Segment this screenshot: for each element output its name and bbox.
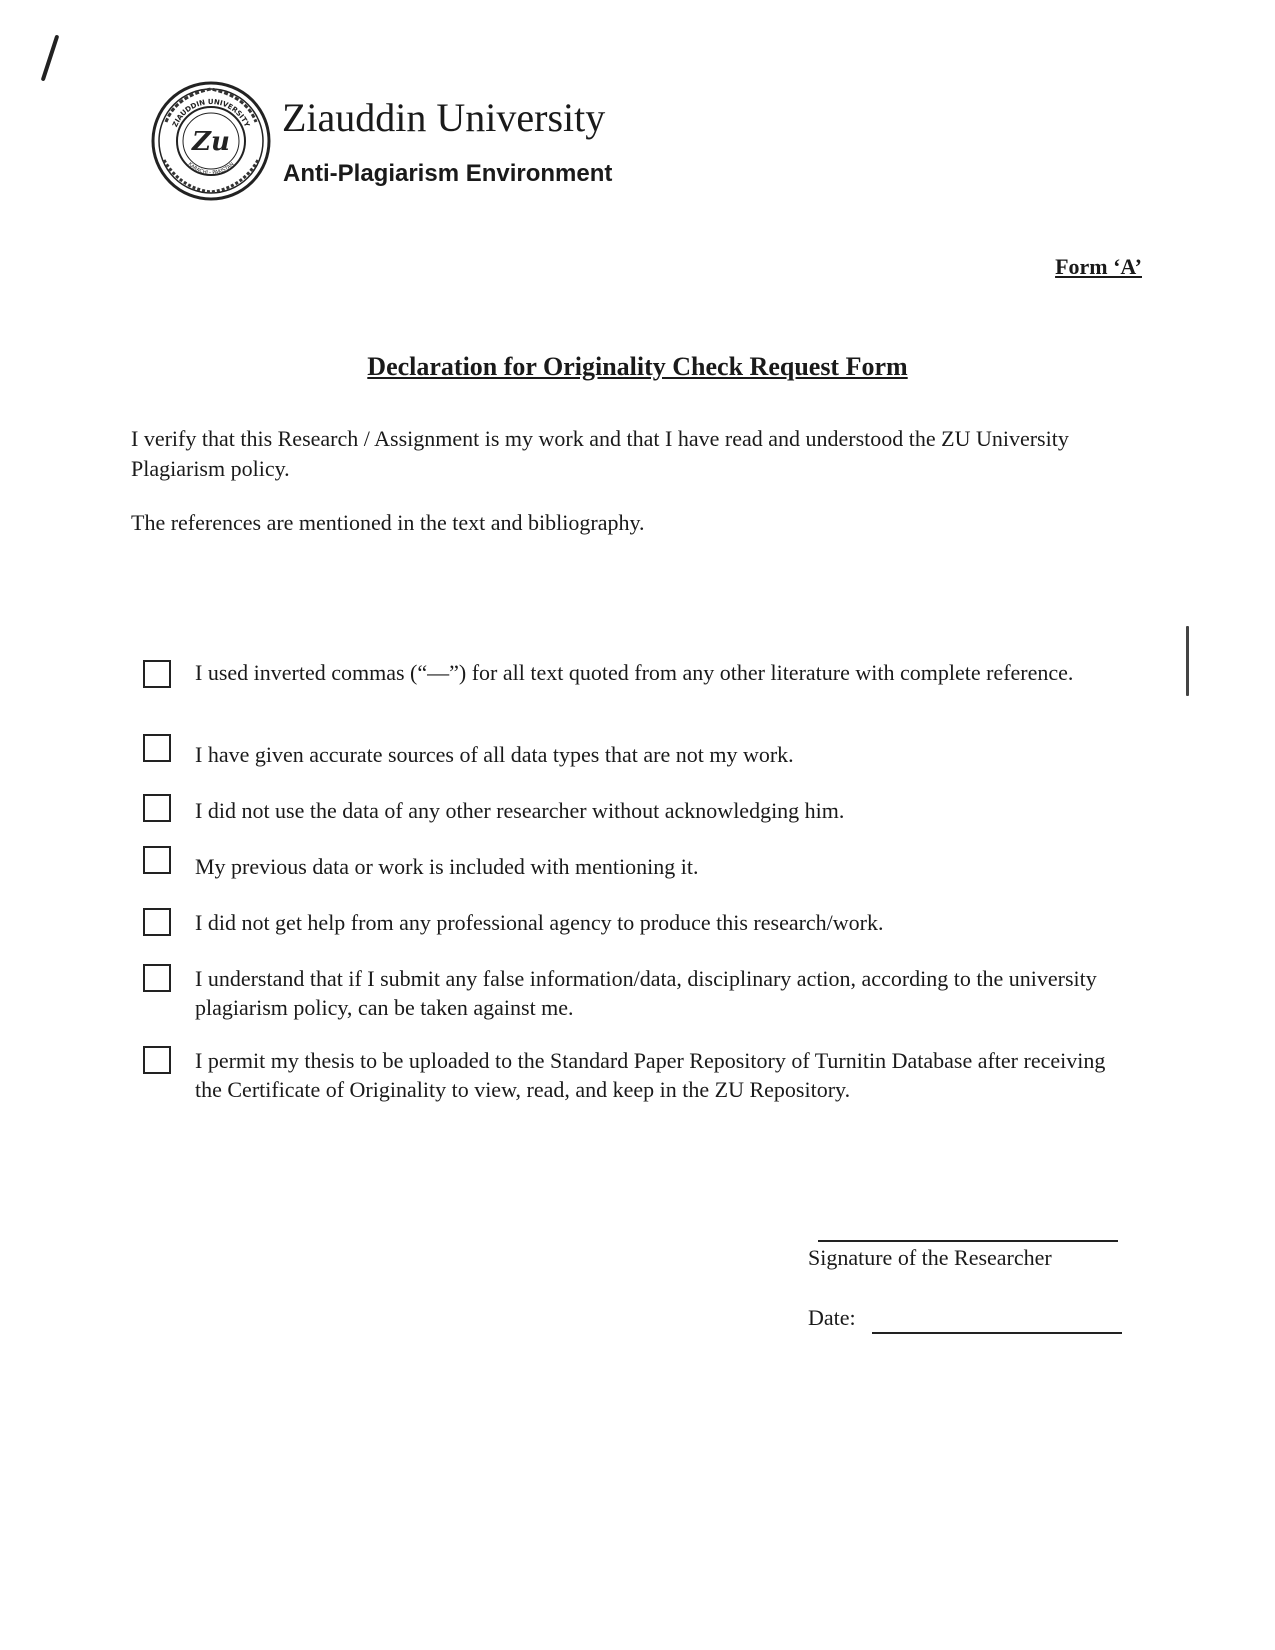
verification-statement: I verify that this Research / Assignment is my work and that I have read and understood the ZU University Plagiarism policy. [131, 426, 1069, 481]
checklist-item [143, 658, 1123, 740]
signature-label: Signature of the Researcher [808, 1245, 1052, 1270]
declaration-checklist [143, 658, 1123, 1128]
checkbox[interactable] [143, 908, 171, 936]
university-name: Ziauddin University [282, 95, 606, 140]
svg-text:ZIAUDDIN UNIVERSITY [171, 98, 251, 129]
checklist-item [143, 852, 1123, 908]
checkbox[interactable] [143, 794, 171, 822]
form-label: Form ‘A’ [1055, 254, 1142, 279]
seal-text-top: ZIAUDDIN UNIVERSITY [171, 97, 251, 129]
signature-line[interactable] [818, 1240, 1118, 1242]
date-label: Date: [808, 1305, 856, 1330]
checklist-item [143, 964, 1123, 1046]
checkbox[interactable] [143, 964, 171, 992]
pen-stroke-mark [41, 35, 60, 82]
checklist-item [143, 796, 1123, 852]
checklist-item [143, 740, 1123, 796]
seal-monogram: Zu [192, 127, 230, 157]
references-note: The references are mentioned in the text and bibliography. [131, 510, 645, 535]
checklist-item [143, 908, 1123, 964]
checklist-item-text: I have given accurate sources of all data types that are not my work. [195, 742, 794, 767]
university-seal-logo [150, 80, 272, 202]
department-subtitle: Anti-Plagiarism Environment [283, 160, 613, 187]
checkbox[interactable] [143, 846, 171, 874]
checklist-item-text: I did not use the data of any other researcher without acknowledging him. [195, 798, 845, 823]
seal-text-bottom: KARACHI - PAKISTAN [186, 161, 236, 177]
checklist-item-text: I did not get help from any professional agency to produce this research/work. [195, 910, 884, 935]
checklist-item-text: I permit my thesis to be uploaded to the Standard Paper Repository of Turnitin Database after receiving the Certificate of Originality to view, read, and keep in the ZU Repository. [195, 1048, 1106, 1102]
checklist-item-text: My previous data or work is included with mentioning it. [195, 854, 699, 879]
date-line[interactable] [872, 1332, 1122, 1334]
checkbox[interactable] [143, 660, 171, 688]
checkbox[interactable] [143, 1046, 171, 1074]
checklist-item-text: I understand that if I submit any false information/data, disciplinary action, according to the university plagiarism policy, can be taken against me. [195, 966, 1097, 1020]
margin-pen-mark [1186, 626, 1189, 696]
checklist-item [143, 1046, 1123, 1128]
checkbox[interactable] [143, 734, 171, 762]
form-title: Declaration for Originality Check Request Form [367, 352, 908, 381]
checklist-item-text: I used inverted commas (“—”) for all text quoted from any other literature with complete reference. [195, 660, 1074, 685]
